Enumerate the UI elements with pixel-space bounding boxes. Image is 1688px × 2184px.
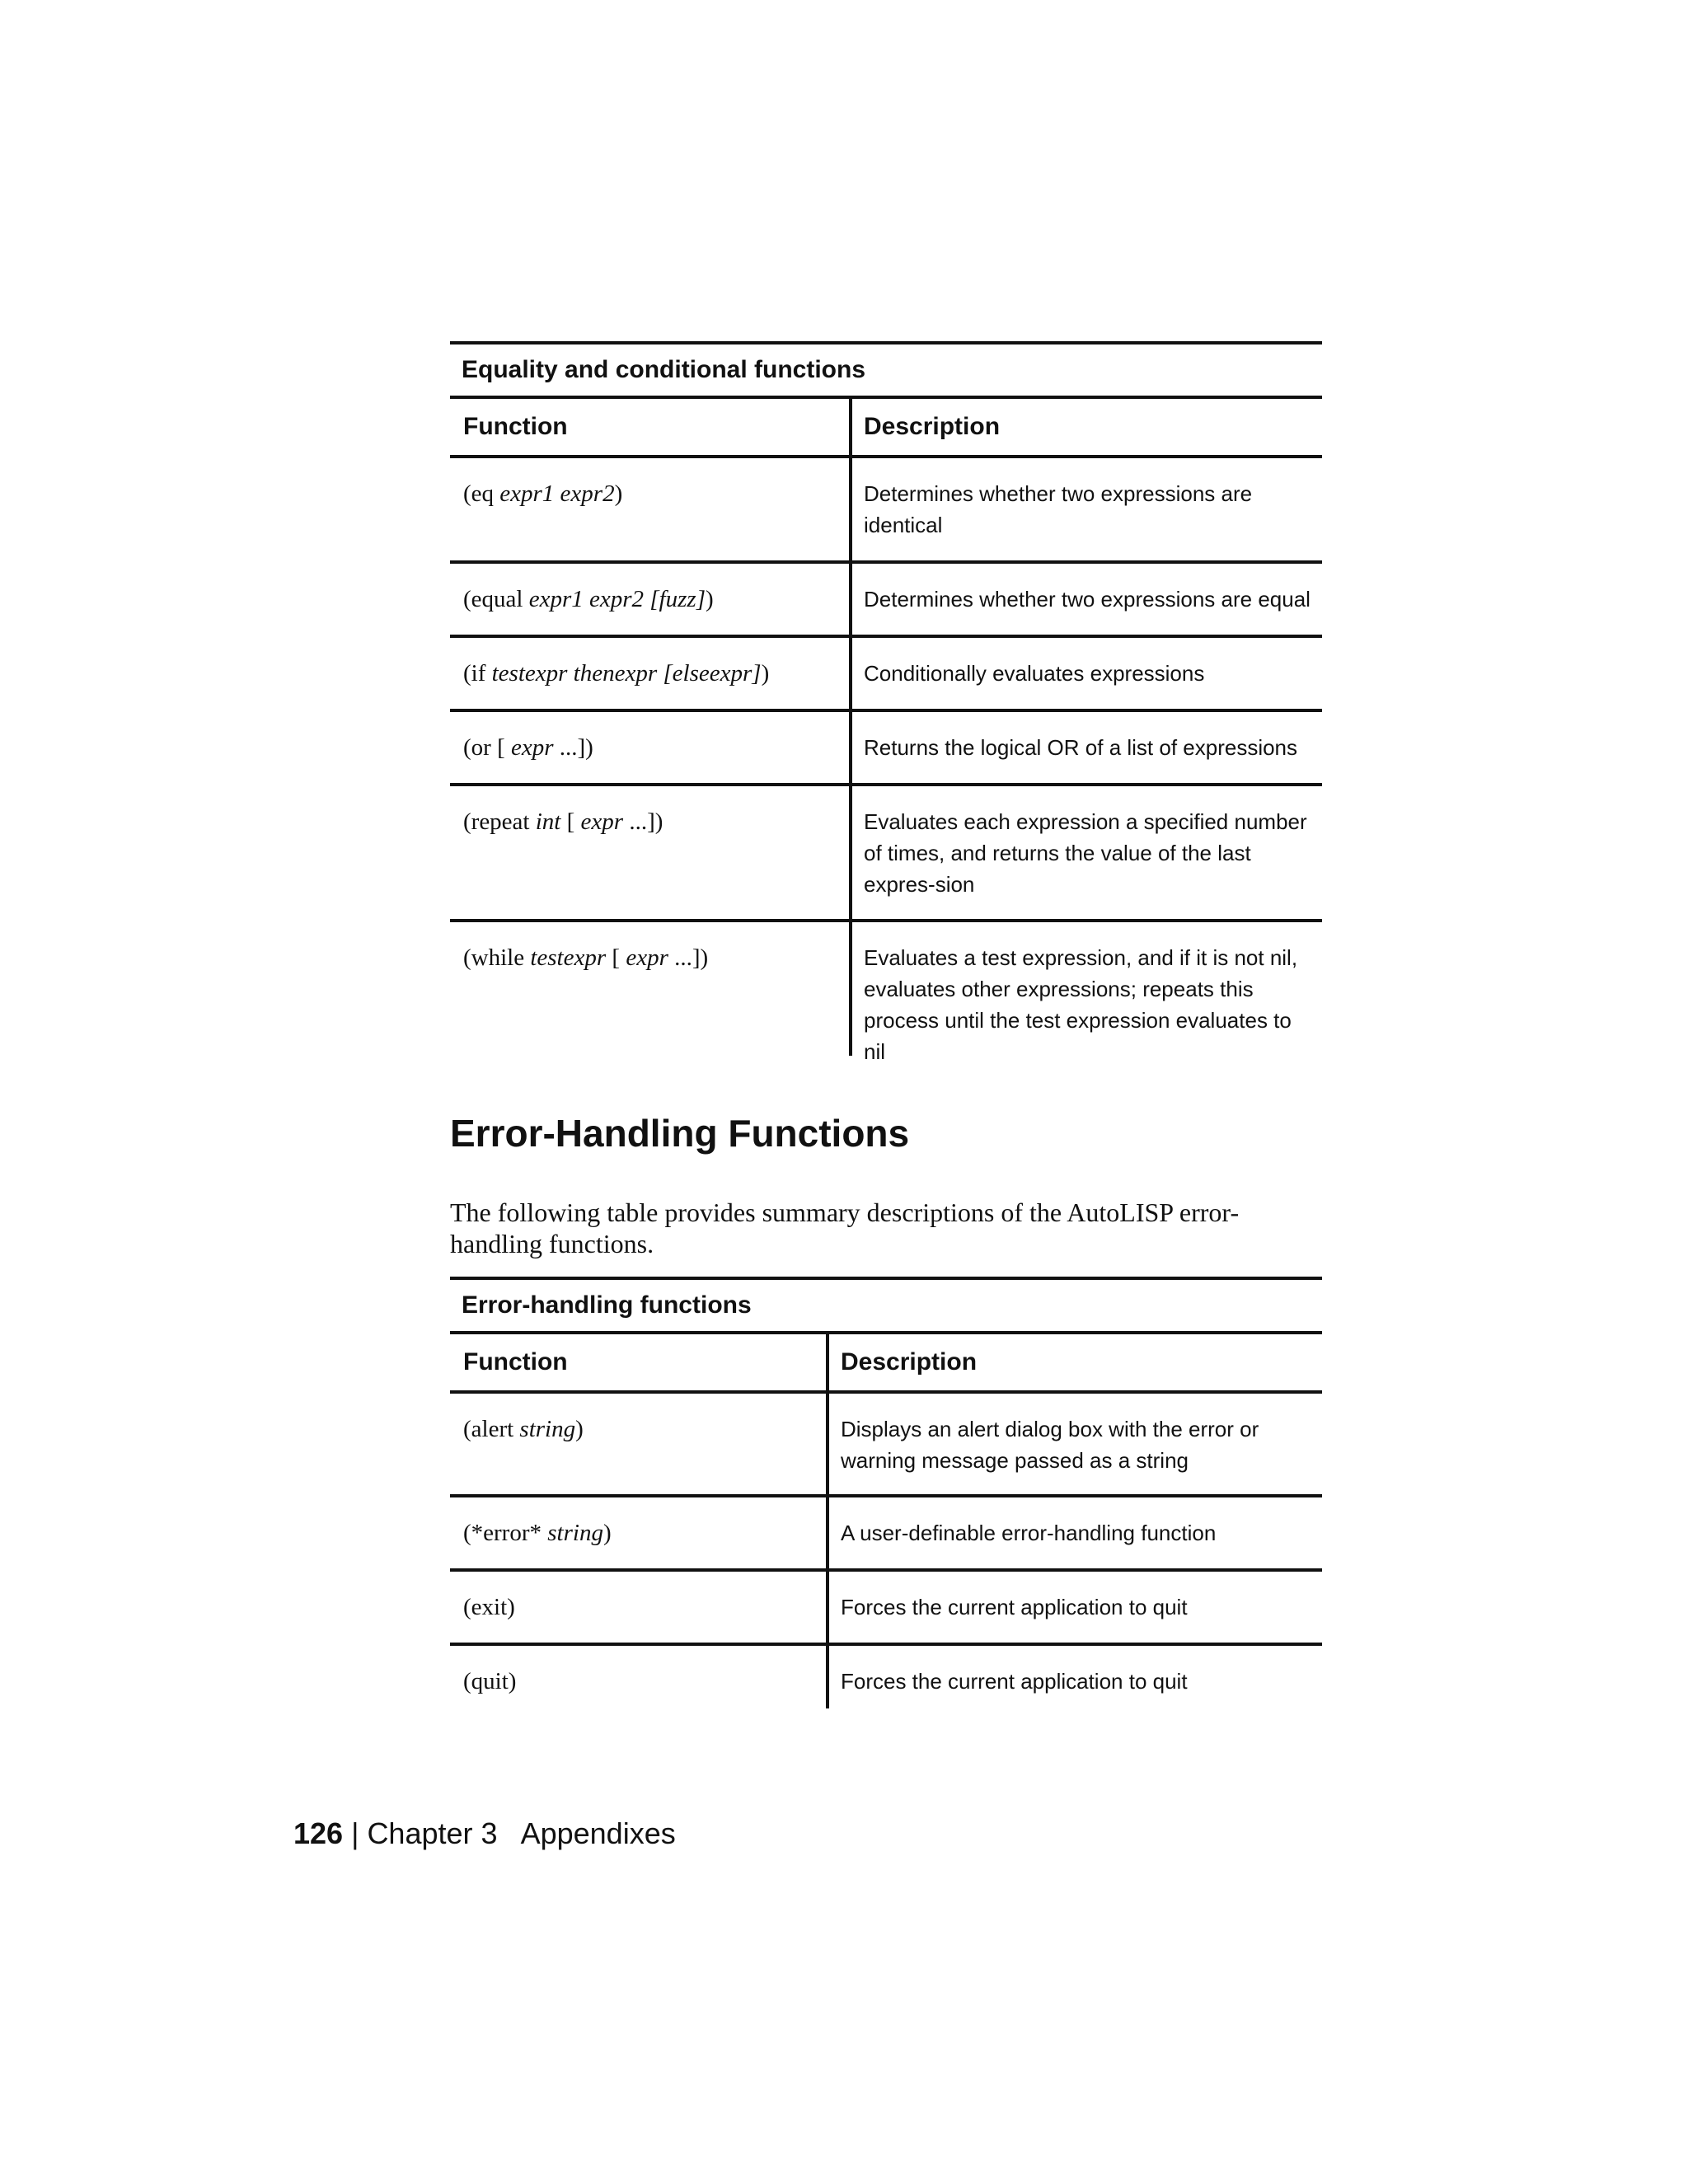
table-row — [450, 1390, 1322, 1494]
section-heading: Error-Handling Functions — [450, 1112, 910, 1155]
table-caption: Error-handling functions — [450, 1277, 1322, 1331]
description-cell: A user-definable error-handling function — [826, 1497, 1322, 1568]
page-number: 126 — [293, 1816, 344, 1850]
description-cell: Forces the current application to quit — [826, 1646, 1322, 1708]
table-row — [450, 1568, 1322, 1643]
table-row — [450, 1643, 1322, 1708]
page-footer — [293, 1816, 676, 1851]
error-handling-functions-table — [450, 1277, 1322, 1708]
description-cell: Returns the logical OR of a list of expressions — [849, 712, 1322, 783]
function-cell: (if testexpr thenexpr [elseexpr]) — [463, 660, 770, 687]
function-cell: (equal expr1 expr2 [fuzz]) — [463, 586, 714, 612]
description-cell: Forces the current application to quit — [826, 1572, 1322, 1643]
function-cell: (alert string) — [463, 1416, 584, 1442]
description-cell: Evaluates each expression a specified number of times, and returns the value of the last expres-sion — [849, 786, 1322, 919]
function-cell: (exit) — [463, 1594, 515, 1620]
function-cell: (or [ expr ...]) — [463, 734, 593, 761]
table-header-row — [450, 1331, 1322, 1390]
column-header-function: Function — [463, 413, 568, 440]
description-cell: Determines whether two expressions are equal — [849, 564, 1322, 635]
column-header-description: Description — [826, 1334, 1322, 1390]
column-header-function: Function — [463, 1348, 568, 1376]
table-row — [450, 455, 1322, 560]
table-row — [450, 635, 1322, 709]
description-cell: Determines whether two expressions are identical — [849, 458, 1322, 560]
table-row — [450, 709, 1322, 783]
footer-separator: | — [343, 1816, 368, 1850]
equality-functions-table — [450, 341, 1322, 1064]
footer-section: Appendixes — [520, 1816, 676, 1850]
description-cell: Evaluates a test expression, and if it is not nil, evaluates other expressions; repeats this process until the test expression evaluates to nil — [849, 922, 1322, 1056]
table-row — [450, 560, 1322, 635]
column-header-description: Description — [849, 399, 1322, 455]
description-cell: Conditionally evaluates expressions — [849, 638, 1322, 709]
description-cell: Displays an alert dialog box with the error or warning message passed as a string — [826, 1394, 1322, 1494]
function-cell: (eq expr1 expr2) — [463, 480, 623, 507]
table-row — [450, 919, 1322, 1064]
table-row — [450, 783, 1322, 919]
function-cell: (*error* string) — [463, 1520, 612, 1546]
function-cell: (quit) — [463, 1668, 517, 1694]
table-row — [450, 1494, 1322, 1568]
table-caption: Equality and conditional functions — [450, 341, 1322, 396]
function-cell: (repeat int [ expr ...]) — [463, 808, 663, 835]
footer-chapter: Chapter 3 — [367, 1816, 498, 1850]
function-cell: (while testexpr [ expr ...]) — [463, 944, 709, 971]
section-intro-paragraph: The following table provides summary descriptions of the AutoLISP error-handling functions. — [450, 1197, 1240, 1258]
table-header-row — [450, 396, 1322, 455]
